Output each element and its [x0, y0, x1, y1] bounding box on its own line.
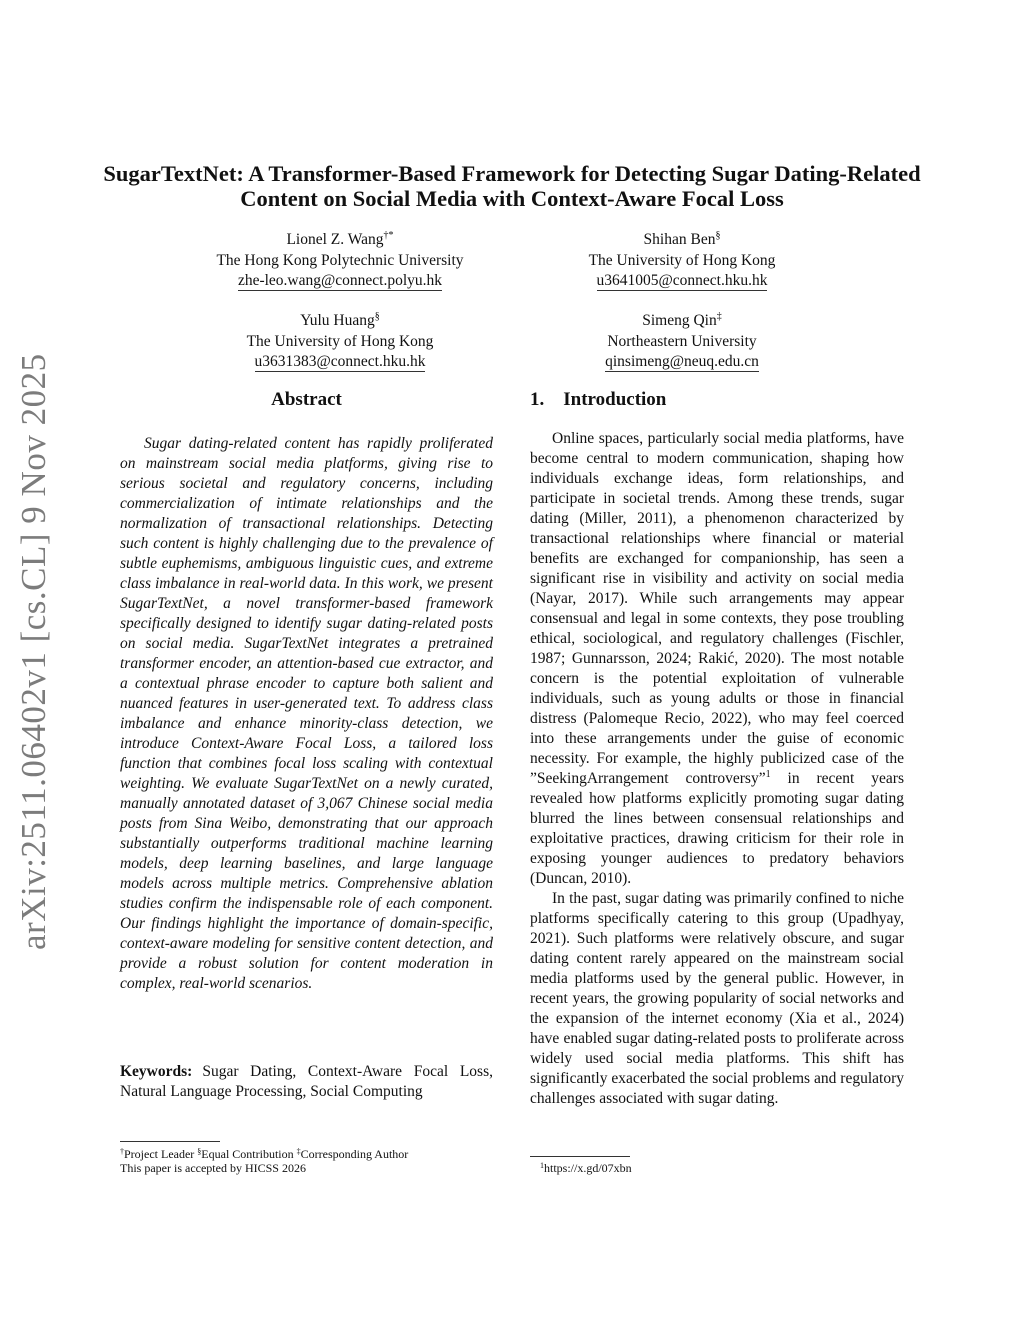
footnote-mark: ‡ [296, 1147, 301, 1156]
footnote-mark: 1 [540, 1161, 544, 1170]
right-footnote [540, 1161, 632, 1175]
author-name: Simeng Qin [642, 312, 717, 329]
introduction-paragraph: In the past, sugar dating was primarily confined to niche platforms specifically catering to this group (Upadhyay, 2021). Such platforms were relatively obscure, and sugar dating content rarely appeared on the mainstream social media platforms used by the general public. However, in recent years, the growing popularity of social networks and the expansion of the internet economy (Xia et al., 2024) have enabled sugar dating-related posts to proliferate across widely used social media platforms. This shift has significantly exacerbated the social problems and regulatory challenges associated with sugar dating. [530, 890, 904, 1107]
author-affiliation: The University of Hong Kong [588, 251, 776, 269]
author-mark: ‡ [716, 311, 722, 322]
author-block [532, 230, 832, 292]
author-block [532, 311, 832, 373]
keywords [120, 1062, 493, 1102]
author-mark: § [715, 230, 721, 241]
footnote-text: Project Leader [124, 1147, 198, 1161]
acceptance-note: This paper is accepted by HICSS 2026 [120, 1161, 306, 1175]
introduction-heading: 1. Introduction [530, 389, 667, 410]
author-block [190, 230, 490, 292]
author-affiliation: The Hong Kong Polytechnic University [216, 251, 464, 269]
author-name: Lionel Z. Wang [286, 231, 384, 248]
author-name: Shihan Ben [643, 231, 716, 248]
author-email[interactable]: qinsimeng@neuq.edu.cn [605, 353, 759, 370]
paragraph-text: in recent years revealed how platforms explicitly promoting sugar dating blurred the lines between consensual relationships and exploitative practices, drawing criticism for their role in exposing younger audiences to predatory behaviors (Duncan, 2010). [530, 770, 904, 887]
author-mark: § [374, 311, 380, 322]
author-email[interactable]: u3641005@connect.hku.hk [596, 272, 768, 289]
footnote-text: Equal Contribution [201, 1147, 297, 1161]
abstract-heading: Abstract [271, 389, 342, 410]
introduction-body [530, 429, 904, 1109]
introduction-paragraph [530, 429, 904, 889]
footnote-mark: § [197, 1147, 202, 1156]
footnote-link[interactable]: https://x.gd/07xbn [544, 1161, 632, 1175]
footnote-rule [120, 1141, 220, 1142]
author-email[interactable]: u3631383@connect.hku.hk [254, 353, 426, 370]
author-email[interactable]: zhe-leo.wang@connect.polyu.hk [237, 272, 443, 289]
author-mark: †* [383, 230, 394, 241]
author-affiliation: The University of Hong Kong [246, 332, 434, 350]
paragraph-text: Online spaces, particularly social media platforms, have become central to modern communication, shaping how individuals exchange ideas, form relationships, and participate in societal trends. Among these trends, sugar dating (Miller, 2011), a phenomenon characterized by transactional relationships where financial or material benefits are exchanged for companionship, has seen a significant rise in visibility and activity on social media (Nayar, 2017). While such arrangements may appear consensual and legal in some contexts, they pose troubling ethical, sociological, and regulatory challenges (Fischler, 1987; Gunnarsson, 2024; Rakić, 2020). The most notable concern is the potential exploitation of vulnerable individuals, such as young adults or those in financial distress (Palomeque Recio, 2022), who may feel coerced into these arrangements under the guise of economic necessity. For example, the highly publicized case of the ”SeekingArrangement controversy” [530, 430, 904, 787]
keywords-text: Sugar Dating, Context-Aware Focal Loss, Natural Language Processing, Social Computing [120, 1063, 493, 1100]
footnote-mark: † [120, 1147, 124, 1156]
abstract-text: Sugar dating-related content has rapidly proliferated on mainstream social media platforms, giving rise to serious societal and regulatory concerns, including commercialization of intimate relationships and the normalization of transactional relationships. Detecting such content is highly challenging due to the prevalence of subtle euphemisms, ambiguous linguistic cues, and extreme class imbalance in real-world data. In this work, we present SugarTextNet, a novel transformer-based framework specifically designed to identify sugar dating-related posts on social media. SugarTextNet integrates a pretrained transformer encoder, an attention-based cue extractor, and a contextual phrase encoder to capture both salient and nuanced features in user-generated text. To address class imbalance and enhance minority-class detection, we introduce Context-Aware Focal Loss, a tailored loss function that combines focal loss scaling with contextual weighting. We evaluate SugarTextNet on a newly curated, manually annotated dataset of 3,067 Chinese social media posts from Sina Weibo, demonstrating that our approach substantially outperforms traditional machine learning models, deep learning baselines, and large language models across multiple metrics. Comprehensive ablation studies confirm the indispensable role of each component. Our findings highlight the importance of domain-specific, context-aware modeling for sensitive content detection, and provide a robust solution for content moderation in complex, real-world scenarios. [120, 435, 493, 992]
footnote-reference[interactable]: 1 [765, 769, 771, 780]
author-name: Yulu Huang [300, 312, 375, 329]
paper-title: SugarTextNet: A Transformer-Based Framework for Detecting Sugar Dating-Related Content on Social Media with Context-Aware Focal Loss [103, 161, 921, 211]
left-footnote [120, 1147, 500, 1175]
footnote-text: Corresponding Author [300, 1147, 409, 1161]
keywords-label: Keywords: [120, 1063, 193, 1080]
author-block [190, 311, 490, 373]
footnote-rule [530, 1156, 630, 1157]
author-affiliation: Northeastern University [607, 332, 757, 350]
arxiv-identifier: arXiv:2511.06402v1 [cs.CL] 9 Nov 2025 [14, 353, 53, 950]
